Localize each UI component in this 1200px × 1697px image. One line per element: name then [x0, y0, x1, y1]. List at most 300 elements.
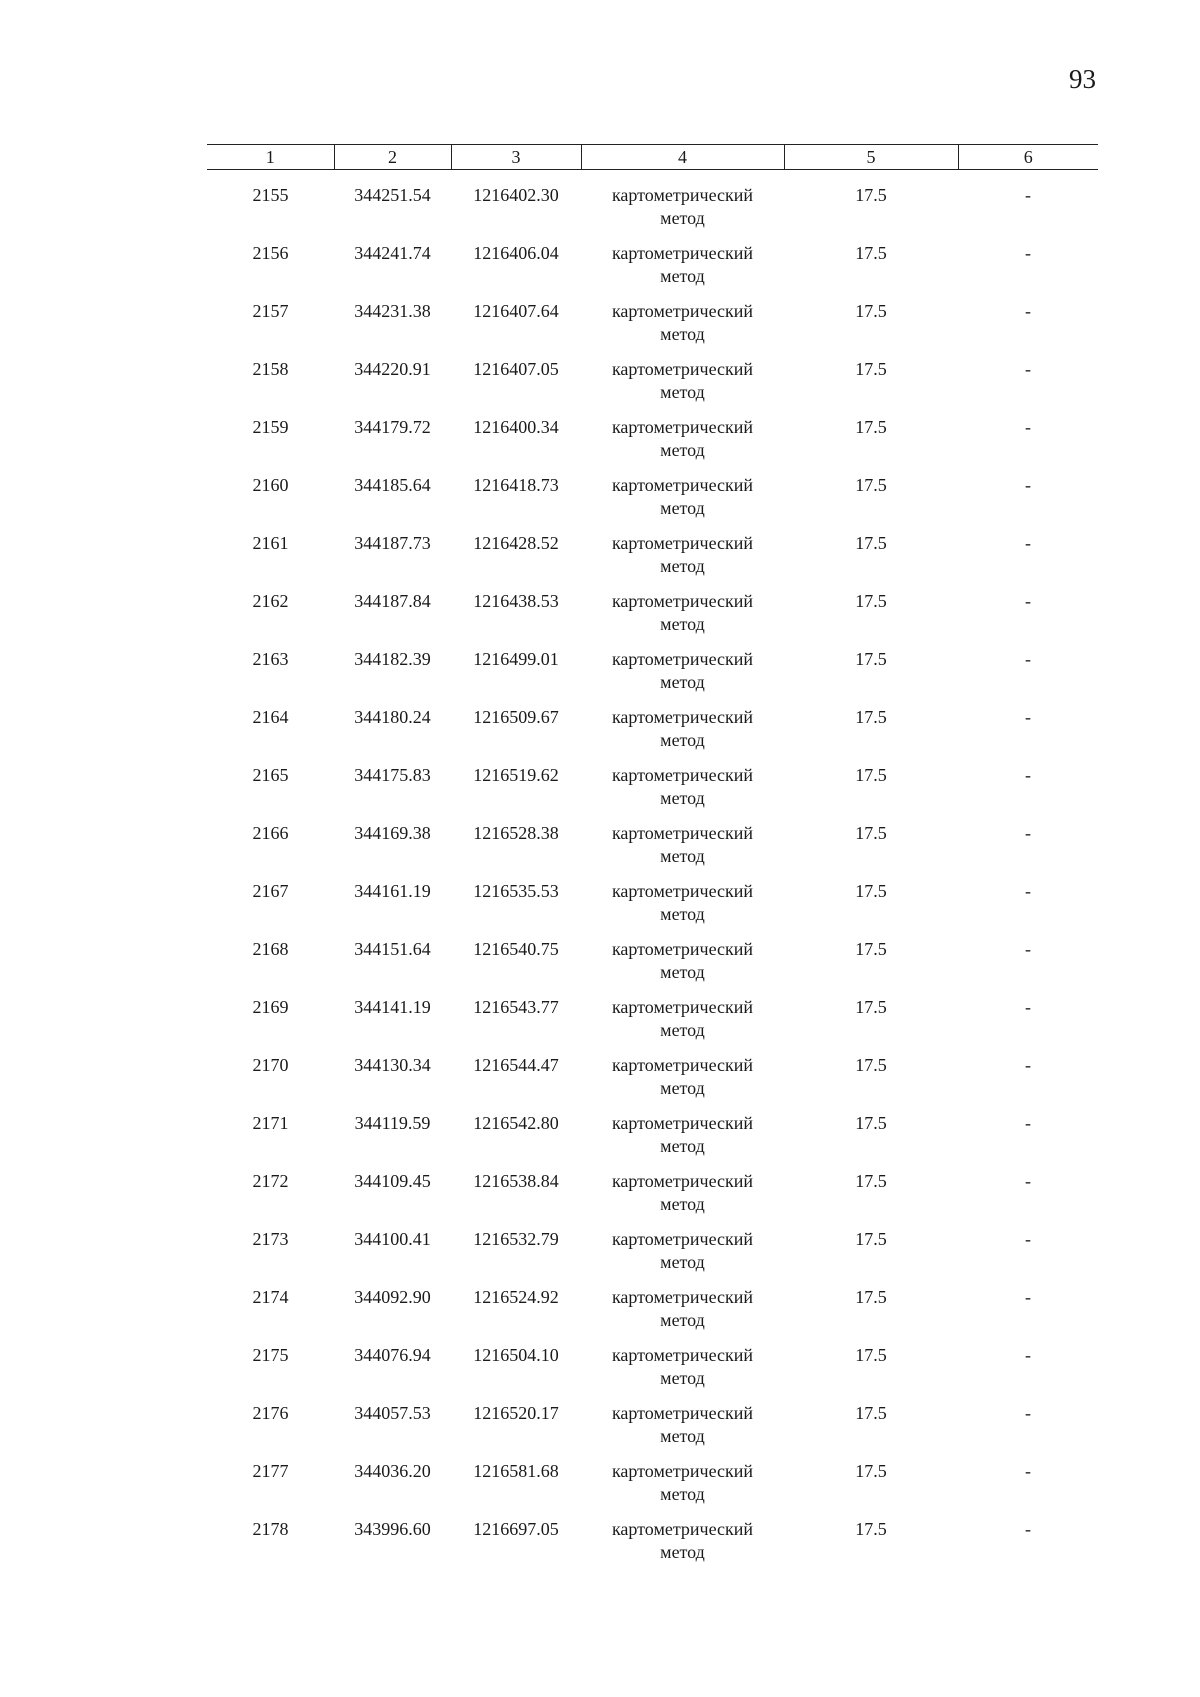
- column-header: 3: [451, 145, 581, 170]
- method-text: картометрический метод: [611, 417, 754, 460]
- precision-text: 17.5: [855, 1113, 887, 1133]
- method-text: картометрический метод: [611, 823, 754, 866]
- point-number-text: 2165: [252, 765, 289, 785]
- point-number-cell: [207, 242, 334, 300]
- precision-cell: [784, 416, 958, 474]
- x-coordinate-cell: [334, 416, 451, 474]
- table-row: [207, 590, 1098, 648]
- method-cell: [581, 880, 784, 938]
- note-cell: [958, 300, 1098, 358]
- x-coordinate-text: 344231.38: [354, 301, 431, 321]
- precision-text: 17.5: [855, 1171, 887, 1191]
- y-coordinate-cell: [451, 242, 581, 300]
- x-coordinate-text: 344076.94: [354, 1345, 431, 1365]
- x-coordinate-cell: [334, 648, 451, 706]
- table-row: [207, 1402, 1098, 1460]
- y-coordinate-text: 1216524.92: [473, 1287, 559, 1307]
- x-coordinate-cell: [334, 474, 451, 532]
- column-header: 6: [958, 145, 1098, 170]
- method-cell: [581, 532, 784, 590]
- y-coordinate-cell: [451, 1460, 581, 1518]
- x-coordinate-cell: [334, 532, 451, 590]
- note-text: -: [1025, 1519, 1031, 1539]
- method-text: картометрический метод: [611, 1287, 754, 1330]
- point-number-cell: [207, 1402, 334, 1460]
- point-number-text: 2159: [252, 417, 289, 437]
- y-coordinate-cell: [451, 996, 581, 1054]
- x-coordinate-text: 344130.34: [354, 1055, 431, 1075]
- point-number-text: 2166: [252, 823, 289, 843]
- table-row: [207, 706, 1098, 764]
- x-coordinate-cell: [334, 170, 451, 243]
- x-coordinate-cell: [334, 1228, 451, 1286]
- precision-text: 17.5: [855, 185, 887, 205]
- y-coordinate-cell: [451, 1402, 581, 1460]
- y-coordinate-text: 1216499.01: [473, 649, 559, 669]
- precision-cell: [784, 358, 958, 416]
- precision-cell: [784, 532, 958, 590]
- note-cell: [958, 590, 1098, 648]
- point-number-text: 2168: [252, 939, 289, 959]
- precision-text: 17.5: [855, 1461, 887, 1481]
- y-coordinate-text: 1216407.05: [473, 359, 559, 379]
- point-number-cell: [207, 764, 334, 822]
- note-cell: [958, 996, 1098, 1054]
- note-text: -: [1025, 301, 1031, 321]
- precision-cell: [784, 1054, 958, 1112]
- method-text: картометрический метод: [611, 1113, 754, 1156]
- x-coordinate-text: 344187.73: [354, 533, 431, 553]
- precision-text: 17.5: [855, 997, 887, 1017]
- note-cell: [958, 1344, 1098, 1402]
- y-coordinate-cell: [451, 170, 581, 243]
- note-cell: [958, 1170, 1098, 1228]
- method-text: картометрический метод: [611, 707, 754, 750]
- precision-cell: [784, 996, 958, 1054]
- method-text: картометрический метод: [611, 1403, 754, 1446]
- note-cell: [958, 822, 1098, 880]
- method-cell: [581, 1170, 784, 1228]
- note-text: -: [1025, 591, 1031, 611]
- table-body: [207, 170, 1098, 1577]
- x-coordinate-cell: [334, 764, 451, 822]
- method-text: картометрический метод: [611, 939, 754, 982]
- note-cell: [958, 764, 1098, 822]
- point-number-text: 2156: [252, 243, 289, 263]
- precision-cell: [784, 590, 958, 648]
- point-number-text: 2157: [252, 301, 289, 321]
- table-row: [207, 880, 1098, 938]
- method-text: картометрический метод: [611, 591, 754, 634]
- precision-cell: [784, 1518, 958, 1576]
- column-header: 5: [784, 145, 958, 170]
- x-coordinate-text: 344169.38: [354, 823, 431, 843]
- method-cell: [581, 1344, 784, 1402]
- note-text: -: [1025, 707, 1031, 727]
- x-coordinate-text: 344109.45: [354, 1171, 431, 1191]
- note-cell: [958, 1402, 1098, 1460]
- precision-cell: [784, 170, 958, 243]
- x-coordinate-text: 344161.19: [354, 881, 431, 901]
- x-coordinate-cell: [334, 300, 451, 358]
- precision-cell: [784, 1286, 958, 1344]
- precision-text: 17.5: [855, 823, 887, 843]
- point-number-cell: [207, 300, 334, 358]
- y-coordinate-cell: [451, 1054, 581, 1112]
- method-text: картометрический метод: [611, 997, 754, 1040]
- precision-text: 17.5: [855, 1229, 887, 1249]
- precision-text: 17.5: [855, 301, 887, 321]
- x-coordinate-text: 344151.64: [354, 939, 431, 959]
- precision-text: 17.5: [855, 881, 887, 901]
- y-coordinate-text: 1216400.34: [473, 417, 559, 437]
- point-number-cell: [207, 1170, 334, 1228]
- note-text: -: [1025, 939, 1031, 959]
- method-cell: [581, 590, 784, 648]
- method-cell: [581, 648, 784, 706]
- x-coordinate-text: 344182.39: [354, 649, 431, 669]
- table-row: [207, 1344, 1098, 1402]
- point-number-cell: [207, 1112, 334, 1170]
- point-number-cell: [207, 170, 334, 243]
- point-number-cell: [207, 938, 334, 996]
- table-row: [207, 938, 1098, 996]
- precision-text: 17.5: [855, 939, 887, 959]
- note-cell: [958, 938, 1098, 996]
- point-number-text: 2161: [252, 533, 289, 553]
- table-row: [207, 1518, 1098, 1576]
- precision-text: 17.5: [855, 243, 887, 263]
- method-text: картометрический метод: [611, 1461, 754, 1504]
- note-text: -: [1025, 997, 1031, 1017]
- table-row: [207, 1054, 1098, 1112]
- note-cell: [958, 706, 1098, 764]
- point-number-text: 2155: [252, 185, 289, 205]
- table-row: [207, 648, 1098, 706]
- method-text: картометрический метод: [611, 359, 754, 402]
- y-coordinate-text: 1216542.80: [473, 1113, 559, 1133]
- method-cell: [581, 1460, 784, 1518]
- y-coordinate-cell: [451, 1170, 581, 1228]
- y-coordinate-text: 1216581.68: [473, 1461, 559, 1481]
- method-text: картометрический метод: [611, 765, 754, 808]
- x-coordinate-cell: [334, 822, 451, 880]
- x-coordinate-cell: [334, 706, 451, 764]
- point-number-cell: [207, 1460, 334, 1518]
- precision-cell: [784, 474, 958, 532]
- method-text: картометрический метод: [611, 475, 754, 518]
- x-coordinate-cell: [334, 1286, 451, 1344]
- y-coordinate-text: 1216543.77: [473, 997, 559, 1017]
- y-coordinate-cell: [451, 532, 581, 590]
- column-header: 4: [581, 145, 784, 170]
- note-text: -: [1025, 417, 1031, 437]
- coordinates-table: [207, 144, 1098, 1576]
- precision-text: 17.5: [855, 533, 887, 553]
- point-number-text: 2164: [252, 707, 289, 727]
- point-number-text: 2158: [252, 359, 289, 379]
- precision-cell: [784, 300, 958, 358]
- page-number: 93: [1069, 64, 1096, 94]
- note-text: -: [1025, 1171, 1031, 1191]
- note-cell: [958, 416, 1098, 474]
- point-number-cell: [207, 1344, 334, 1402]
- note-cell: [958, 242, 1098, 300]
- note-text: -: [1025, 649, 1031, 669]
- table-row: [207, 300, 1098, 358]
- x-coordinate-text: 344180.24: [354, 707, 431, 727]
- y-coordinate-cell: [451, 1344, 581, 1402]
- precision-text: 17.5: [855, 1055, 887, 1075]
- y-coordinate-cell: [451, 1286, 581, 1344]
- point-number-text: 2178: [252, 1519, 289, 1539]
- precision-cell: [784, 648, 958, 706]
- x-coordinate-cell: [334, 996, 451, 1054]
- x-coordinate-text: 343996.60: [354, 1519, 431, 1539]
- x-coordinate-cell: [334, 1112, 451, 1170]
- y-coordinate-text: 1216407.64: [473, 301, 559, 321]
- y-coordinate-cell: [451, 822, 581, 880]
- method-cell: [581, 170, 784, 243]
- precision-cell: [784, 242, 958, 300]
- note-text: -: [1025, 1055, 1031, 1075]
- table-row: [207, 996, 1098, 1054]
- precision-cell: [784, 1228, 958, 1286]
- y-coordinate-text: 1216538.84: [473, 1171, 559, 1191]
- header-row: [207, 145, 1098, 170]
- point-number-text: 2175: [252, 1345, 289, 1365]
- table-header: [207, 145, 1098, 170]
- method-text: картометрический метод: [611, 1229, 754, 1272]
- note-cell: [958, 1286, 1098, 1344]
- table-row: [207, 1286, 1098, 1344]
- x-coordinate-text: 344175.83: [354, 765, 431, 785]
- point-number-text: 2177: [252, 1461, 289, 1481]
- table-row: [207, 242, 1098, 300]
- point-number-cell: [207, 590, 334, 648]
- note-cell: [958, 648, 1098, 706]
- x-coordinate-text: 344241.74: [354, 243, 431, 263]
- precision-text: 17.5: [855, 1287, 887, 1307]
- note-text: -: [1025, 475, 1031, 495]
- note-cell: [958, 880, 1098, 938]
- y-coordinate-text: 1216438.53: [473, 591, 559, 611]
- point-number-cell: [207, 532, 334, 590]
- point-number-cell: [207, 474, 334, 532]
- x-coordinate-text: 344187.84: [354, 591, 431, 611]
- point-number-text: 2172: [252, 1171, 289, 1191]
- x-coordinate-text: 344092.90: [354, 1287, 431, 1307]
- note-text: -: [1025, 243, 1031, 263]
- table-row: [207, 764, 1098, 822]
- method-cell: [581, 938, 784, 996]
- precision-cell: [784, 1460, 958, 1518]
- table-row: [207, 474, 1098, 532]
- x-coordinate-text: 344179.72: [354, 417, 431, 437]
- method-text: картометрический метод: [611, 1055, 754, 1098]
- note-cell: [958, 1228, 1098, 1286]
- method-cell: [581, 764, 784, 822]
- point-number-cell: [207, 358, 334, 416]
- x-coordinate-text: 344220.91: [354, 359, 431, 379]
- table-row: [207, 170, 1098, 243]
- y-coordinate-text: 1216544.47: [473, 1055, 559, 1075]
- y-coordinate-cell: [451, 648, 581, 706]
- method-text: картометрический метод: [611, 185, 754, 228]
- precision-cell: [784, 880, 958, 938]
- x-coordinate-cell: [334, 1460, 451, 1518]
- note-cell: [958, 532, 1098, 590]
- note-text: -: [1025, 1229, 1031, 1249]
- y-coordinate-cell: [451, 938, 581, 996]
- point-number-cell: [207, 1518, 334, 1576]
- method-text: картометрический метод: [611, 649, 754, 692]
- column-header: 1: [207, 145, 334, 170]
- note-text: -: [1025, 359, 1031, 379]
- method-cell: [581, 996, 784, 1054]
- precision-cell: [784, 938, 958, 996]
- point-number-text: 2163: [252, 649, 289, 669]
- y-coordinate-cell: [451, 1112, 581, 1170]
- point-number-cell: [207, 706, 334, 764]
- note-cell: [958, 358, 1098, 416]
- x-coordinate-text: 344185.64: [354, 475, 431, 495]
- precision-text: 17.5: [855, 1403, 887, 1423]
- y-coordinate-cell: [451, 764, 581, 822]
- point-number-text: 2174: [252, 1287, 289, 1307]
- point-number-text: 2176: [252, 1403, 289, 1423]
- x-coordinate-text: 344251.54: [354, 185, 431, 205]
- y-coordinate-text: 1216520.17: [473, 1403, 559, 1423]
- x-coordinate-cell: [334, 590, 451, 648]
- point-number-text: 2162: [252, 591, 289, 611]
- note-text: -: [1025, 1403, 1031, 1423]
- note-text: -: [1025, 1345, 1031, 1365]
- precision-cell: [784, 764, 958, 822]
- precision-text: 17.5: [855, 359, 887, 379]
- point-number-text: 2160: [252, 475, 289, 495]
- method-cell: [581, 474, 784, 532]
- x-coordinate-cell: [334, 1518, 451, 1576]
- y-coordinate-text: 1216504.10: [473, 1345, 559, 1365]
- x-coordinate-cell: [334, 938, 451, 996]
- x-coordinate-text: 344036.20: [354, 1461, 431, 1481]
- point-number-text: 2171: [252, 1113, 289, 1133]
- column-header: 2: [334, 145, 451, 170]
- precision-text: 17.5: [855, 765, 887, 785]
- x-coordinate-cell: [334, 1054, 451, 1112]
- note-cell: [958, 1054, 1098, 1112]
- y-coordinate-cell: [451, 590, 581, 648]
- table-row: [207, 1460, 1098, 1518]
- precision-text: 17.5: [855, 1519, 887, 1539]
- y-coordinate-cell: [451, 1518, 581, 1576]
- x-coordinate-cell: [334, 242, 451, 300]
- method-text: картометрический метод: [611, 533, 754, 576]
- method-text: картометрический метод: [611, 243, 754, 286]
- y-coordinate-cell: [451, 358, 581, 416]
- method-text: картометрический метод: [611, 1171, 754, 1214]
- y-coordinate-cell: [451, 474, 581, 532]
- method-cell: [581, 822, 784, 880]
- table-row: [207, 358, 1098, 416]
- point-number-text: 2170: [252, 1055, 289, 1075]
- method-text: картометрический метод: [611, 1519, 754, 1562]
- y-coordinate-text: 1216532.79: [473, 1229, 559, 1249]
- y-coordinate-text: 1216535.53: [473, 881, 559, 901]
- method-cell: [581, 300, 784, 358]
- y-coordinate-text: 1216540.75: [473, 939, 559, 959]
- method-cell: [581, 1228, 784, 1286]
- y-coordinate-text: 1216402.30: [473, 185, 559, 205]
- method-text: картометрический метод: [611, 301, 754, 344]
- precision-cell: [784, 822, 958, 880]
- method-cell: [581, 358, 784, 416]
- point-number-text: 2173: [252, 1229, 289, 1249]
- point-number-cell: [207, 880, 334, 938]
- y-coordinate-cell: [451, 300, 581, 358]
- y-coordinate-text: 1216418.73: [473, 475, 559, 495]
- y-coordinate-text: 1216428.52: [473, 533, 559, 553]
- note-cell: [958, 474, 1098, 532]
- y-coordinate-cell: [451, 416, 581, 474]
- note-text: -: [1025, 1287, 1031, 1307]
- x-coordinate-cell: [334, 358, 451, 416]
- x-coordinate-cell: [334, 1344, 451, 1402]
- y-coordinate-text: 1216528.38: [473, 823, 559, 843]
- method-cell: [581, 242, 784, 300]
- point-number-cell: [207, 996, 334, 1054]
- x-coordinate-text: 344119.59: [354, 1113, 431, 1133]
- y-coordinate-text: 1216406.04: [473, 243, 559, 263]
- x-coordinate-cell: [334, 880, 451, 938]
- precision-text: 17.5: [855, 649, 887, 669]
- method-cell: [581, 1054, 784, 1112]
- point-number-cell: [207, 822, 334, 880]
- y-coordinate-cell: [451, 880, 581, 938]
- table-row: [207, 416, 1098, 474]
- x-coordinate-text: 344057.53: [354, 1403, 431, 1423]
- method-text: картометрический метод: [611, 1345, 754, 1388]
- precision-text: 17.5: [855, 1345, 887, 1365]
- method-text: картометрический метод: [611, 881, 754, 924]
- method-cell: [581, 706, 784, 764]
- precision-text: 17.5: [855, 591, 887, 611]
- point-number-cell: [207, 1286, 334, 1344]
- point-number-cell: [207, 1054, 334, 1112]
- precision-cell: [784, 1402, 958, 1460]
- x-coordinate-cell: [334, 1170, 451, 1228]
- precision-text: 17.5: [855, 707, 887, 727]
- point-number-cell: [207, 416, 334, 474]
- note-text: -: [1025, 881, 1031, 901]
- y-coordinate-cell: [451, 706, 581, 764]
- precision-cell: [784, 1112, 958, 1170]
- method-cell: [581, 1286, 784, 1344]
- note-cell: [958, 1112, 1098, 1170]
- method-cell: [581, 1402, 784, 1460]
- precision-text: 17.5: [855, 475, 887, 495]
- x-coordinate-text: 344141.19: [354, 997, 431, 1017]
- table-row: [207, 532, 1098, 590]
- note-cell: [958, 170, 1098, 243]
- note-text: -: [1025, 185, 1031, 205]
- table-row: [207, 1170, 1098, 1228]
- table-row: [207, 1228, 1098, 1286]
- note-text: -: [1025, 1461, 1031, 1481]
- note-text: -: [1025, 765, 1031, 785]
- note-text: -: [1025, 823, 1031, 843]
